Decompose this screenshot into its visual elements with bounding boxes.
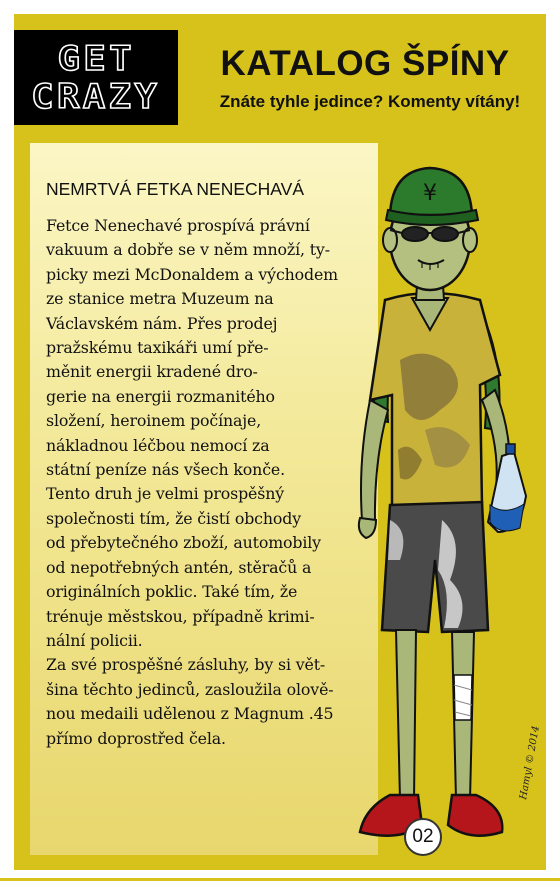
article-line: originálních poklic. Také tím, že xyxy=(46,582,298,602)
page-subtitle: Znáte tyhle jedince? Komenty vítány! xyxy=(219,92,521,111)
article-line: nální policii. xyxy=(46,630,143,650)
article-line: trénuje městskou, případně krimi- xyxy=(46,606,315,626)
article-line: společnosti tím, že čistí obchody xyxy=(46,508,301,528)
article-line: státní peníze nás všech konče. xyxy=(46,460,285,480)
article-line: Václavském nám. Přes prodej xyxy=(46,313,278,333)
artist-signature: Hamyl © 2014 xyxy=(518,724,542,801)
get-crazy-logo[interactable] xyxy=(14,30,178,125)
article-line: Tento druh je velmi prospěšný xyxy=(46,484,284,504)
cap-symbol: ¥ xyxy=(423,181,437,206)
article-line: picky mezi McDonaldem a východem xyxy=(46,264,339,284)
article-line: nákladnou léčbou nemocí za xyxy=(46,435,270,455)
article-line: měnit energii kradené dro- xyxy=(46,362,258,382)
article-line: nou medaili udělenou z Magnum .45 xyxy=(46,704,334,724)
article-heading: NEMRTVÁ FETKA NENECHAVÁ xyxy=(46,179,305,199)
article-line: vakuum a dobře se v něm množí, ty- xyxy=(46,240,330,260)
logo-line-1: GET xyxy=(57,38,135,79)
article-line: ze stanice metra Muzeum na xyxy=(46,289,274,309)
article-line: Za své prospěšné zásluhy, by si vět- xyxy=(46,655,326,675)
junkie-illustration xyxy=(330,160,555,860)
article-line: přímo doprostřed čela. xyxy=(46,728,226,748)
logo-line-2: CRAZY xyxy=(31,76,161,117)
article-line: pražskému taxikáři umí pře- xyxy=(46,338,269,358)
bottom-divider xyxy=(0,878,560,881)
article-line: složení, heroinem počínaje, xyxy=(46,411,262,431)
article-line: gerie na energii rozmanitého xyxy=(46,386,275,406)
page-number-badge: 02 xyxy=(404,818,442,856)
article-line: šina těchto jedinců, zasloužila olově- xyxy=(46,679,334,699)
page-title: KATALOG ŠPÍNY xyxy=(220,44,510,83)
article-line: od nepotřebných antén, stěračů a xyxy=(46,557,312,577)
article-body xyxy=(46,214,376,751)
article-line: Fetce Nenechavé prospívá právní xyxy=(46,216,310,235)
article-line: od přebytečného zboží, automobily xyxy=(46,533,321,553)
